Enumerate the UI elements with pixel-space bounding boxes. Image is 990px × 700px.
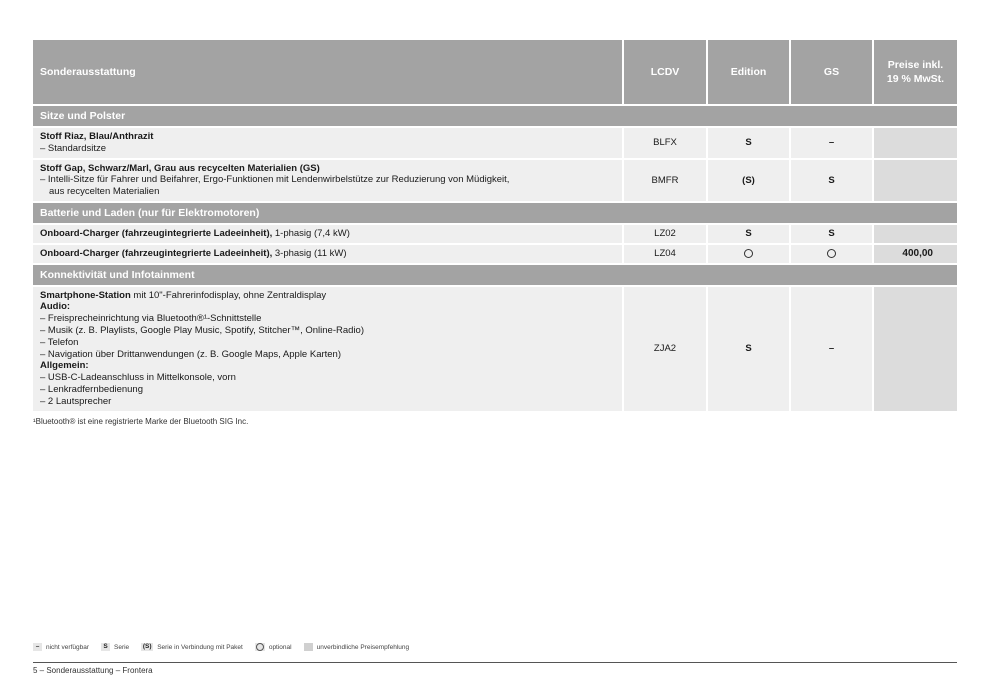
row-price (873, 224, 957, 244)
row-desc (33, 286, 623, 412)
audio-item: – Navigation über Drittanwendungen (z. B. Google Maps, Apple Karten) (40, 348, 342, 360)
legend-circle-icon (255, 643, 265, 651)
audio-item: – Freisprecheinrichtung via Bluetooth®¹-Schnittstelle (40, 313, 262, 325)
legend-serie (101, 643, 129, 651)
header-price-line-1: Preise inkl. (887, 59, 944, 71)
row-gs: S (790, 159, 873, 202)
optional-circle-icon (744, 249, 753, 258)
section-row (33, 202, 957, 224)
row-title: Onboard-Charger (fahrzeugintegrierte Ladeeinheit), (40, 227, 273, 239)
row-desc (33, 127, 623, 159)
table-row (33, 244, 957, 264)
row-edition: S (707, 127, 790, 159)
row-edition: S (707, 286, 790, 412)
row-price (873, 127, 957, 159)
legend-sp-icon: (S) (142, 643, 152, 650)
general-item: – Lenkradfernbedienung (40, 383, 144, 395)
header-gs: GS (790, 40, 873, 105)
section-row (33, 105, 957, 127)
row-suffix: mit 10"-Fahrerinfodisplay, ohne Zentraldisplay (130, 289, 327, 301)
legend-s-icon: S (101, 643, 110, 651)
row-price (873, 159, 957, 202)
row-code: LZ02 (623, 224, 707, 244)
header-lcdv: LCDV (623, 40, 707, 105)
row-title: Stoff Riaz, Blau/Anthrazit (40, 131, 154, 142)
audio-item: – Musik (z. B. Playlists, Google Play Music, Spotify, Stitcher™, Online-Radio) (40, 324, 364, 336)
row-detail: aus recycelten Materialien (49, 186, 160, 198)
table-header-row (33, 40, 957, 105)
legend-label: optional (268, 643, 292, 651)
header-price-line-2: 19 % MwSt. (886, 73, 945, 85)
row-price: 400,00 (873, 244, 957, 264)
row-gs: S (790, 224, 873, 244)
section-row (33, 264, 957, 286)
row-suffix: 3-phasig (11 kW) (272, 247, 347, 259)
row-gs: – (790, 286, 873, 412)
legend-price (304, 643, 410, 651)
table-row (33, 286, 957, 412)
general-label: Allgemein: (40, 360, 89, 372)
section-title-seats: Sitze und Polster (33, 105, 957, 127)
legend-not-available (33, 643, 89, 651)
equipment-table (33, 40, 957, 413)
legend-label: Serie (114, 643, 130, 651)
row-suffix: 1-phasig (7,4 kW) (272, 227, 350, 239)
audio-item: – Telefon (40, 336, 79, 348)
row-desc (33, 224, 623, 244)
legend-optional (255, 643, 292, 651)
header-edition: Edition (707, 40, 790, 105)
row-price (873, 286, 957, 412)
section-title-connectivity: Konnektivität und Infotainment (33, 264, 957, 286)
footnote: ¹Bluetooth® ist eine registrierte Marke der Bluetooth SIG Inc. (33, 417, 249, 426)
row-edition: S (707, 224, 790, 244)
optional-circle-icon (827, 249, 836, 258)
legend (33, 643, 421, 651)
row-code: BLFX (623, 127, 707, 159)
footer-divider (33, 662, 957, 663)
page-footer: 5 – Sonderausstattung – Frontera (33, 666, 153, 675)
row-code: LZ04 (623, 244, 707, 264)
header-price (873, 40, 957, 105)
legend-label: Serie in Verbindung mit Paket (157, 643, 243, 651)
row-title: Stoff Gap, Schwarz/Marl, Grau aus recycelten Materialien (GS) (40, 162, 320, 174)
header-sonderausstattung: Sonderausstattung (33, 40, 623, 105)
row-gs: – (790, 127, 873, 159)
general-item: – USB-C-Ladeanschluss in Mittelkonsole, vorn (40, 372, 236, 384)
row-detail: – Intelli-Sitze für Fahrer und Beifahrer, Ergo-Funktionen mit Lendenwirbelstütze zur Reduzierung von Müdigkeit, (40, 174, 510, 186)
row-title: Onboard-Charger (fahrzeugintegrierte Ladeeinheit), (40, 247, 273, 259)
row-edition (707, 244, 790, 264)
table-row (33, 159, 957, 202)
legend-label: nicht verfügbar (46, 643, 89, 651)
row-desc (33, 159, 623, 202)
section-title-battery: Batterie und Laden (nur für Elektromotoren) (33, 202, 957, 224)
row-detail: – Standardsitze (40, 142, 107, 154)
row-title: Smartphone-Station (40, 289, 131, 301)
row-desc (33, 244, 623, 264)
audio-label: Audio: (40, 301, 71, 313)
row-code: ZJA2 (623, 286, 707, 412)
general-item: – 2 Lautsprecher (40, 395, 112, 407)
legend-dash-icon: – (33, 643, 42, 651)
table-row (33, 224, 957, 244)
row-code: BMFR (623, 159, 707, 202)
row-gs (790, 244, 873, 264)
legend-label: unverbindliche Preisempfehlung (316, 643, 410, 651)
legend-swatch-icon (304, 643, 313, 651)
row-edition: (S) (707, 159, 790, 202)
table-row (33, 127, 957, 159)
legend-serie-paket (141, 643, 243, 651)
